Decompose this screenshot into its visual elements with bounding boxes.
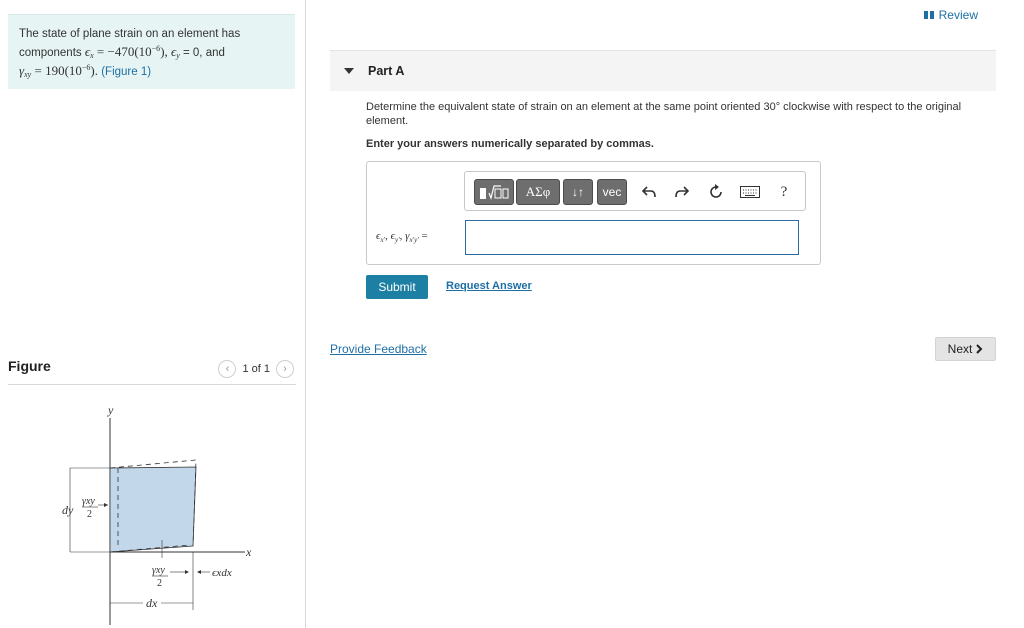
undo-glyph	[642, 186, 656, 198]
problem-statement	[8, 14, 295, 89]
answer-box	[366, 161, 821, 265]
reset-glyph	[708, 184, 724, 200]
answer-input[interactable]	[465, 220, 799, 255]
chevron-left-icon[interactable]: ‹	[218, 360, 236, 378]
figure-header	[8, 352, 296, 385]
gamma-left-arrowhead	[104, 503, 108, 507]
vec-button[interactable]: vec	[597, 179, 627, 205]
gamma-bottom-label: γxy	[152, 565, 165, 576]
strain-x-symbol: $\epsilon_x$	[84, 44, 94, 60]
pager-text: 1 of 1	[242, 363, 270, 375]
left-panel	[0, 0, 306, 628]
shear-strain-symbol: $\gamma_{xy}$	[19, 63, 32, 79]
chevron-right-icon	[976, 344, 983, 354]
keyboard-icon[interactable]	[739, 181, 761, 203]
figure-title: Figure	[8, 358, 51, 374]
ex-dx-arrowhead	[197, 570, 201, 574]
strain-y-text: = 0, and	[183, 47, 225, 59]
part-title: Part A	[368, 64, 405, 78]
redo-glyph	[675, 186, 689, 198]
redo-icon[interactable]	[671, 181, 693, 203]
symbols-button[interactable]: ΑΣφ	[516, 179, 560, 205]
strain-element-figure	[40, 400, 280, 625]
strain-x-value: = $-470(10^{-6})$,	[93, 44, 168, 59]
ex-dx-label: ϵxdx	[212, 567, 232, 579]
submit-button[interactable]: Submit	[366, 275, 428, 299]
instruction-text: Enter your answers numerically separated by commas.	[366, 138, 654, 150]
chevron-right-icon[interactable]: ›	[276, 360, 294, 378]
two-bottom-label: 2	[157, 578, 162, 589]
gamma-bottom-arrowhead	[185, 570, 189, 574]
undo-icon[interactable]	[638, 181, 660, 203]
collapse-triangle-icon[interactable]	[344, 68, 354, 74]
dy-label: dy	[62, 503, 74, 517]
review-link[interactable]	[924, 8, 978, 22]
two-left-label: 2	[87, 509, 92, 520]
next-button[interactable]	[935, 337, 996, 361]
review-label: Review	[938, 8, 978, 22]
provide-feedback-link[interactable]: Provide Feedback	[330, 342, 427, 356]
figure-link[interactable]: (Figure 1)	[101, 66, 152, 78]
question-text: Determine the equivalent state of strain on an element at the same point oriented 30° clockwise with respect to the original element.	[366, 101, 962, 127]
x-axis-label: x	[246, 545, 252, 559]
request-answer-link[interactable]: Request Answer	[446, 280, 532, 292]
math-toolbar	[464, 171, 806, 211]
next-label: Next	[947, 342, 973, 356]
keyboard-glyph	[740, 186, 760, 198]
dx-label: dx	[146, 596, 158, 610]
template-glyph	[479, 183, 509, 201]
deformed-element	[110, 467, 196, 552]
answer-label: $\epsilon_{x'}$, $\epsilon_{y'}$, $\gamma_{x'y'}$ =	[376, 230, 428, 245]
strain-y-symbol: $\epsilon_y$	[170, 44, 180, 60]
figure-pager	[218, 360, 294, 378]
gamma-left-label: γxy	[82, 496, 95, 507]
shear-strain-value: = $190(10^{-6})$.	[31, 63, 99, 78]
problem-intro: The state of plane strain on an element has components	[19, 28, 241, 59]
help-button[interactable]: ?	[780, 183, 788, 200]
review-icon	[924, 11, 934, 19]
reset-icon[interactable]	[705, 181, 727, 203]
part-header[interactable]	[330, 50, 996, 91]
arrows-button[interactable]: ↓↑	[563, 179, 593, 205]
template-icon[interactable]	[474, 179, 514, 205]
y-axis-label: y	[108, 403, 114, 417]
